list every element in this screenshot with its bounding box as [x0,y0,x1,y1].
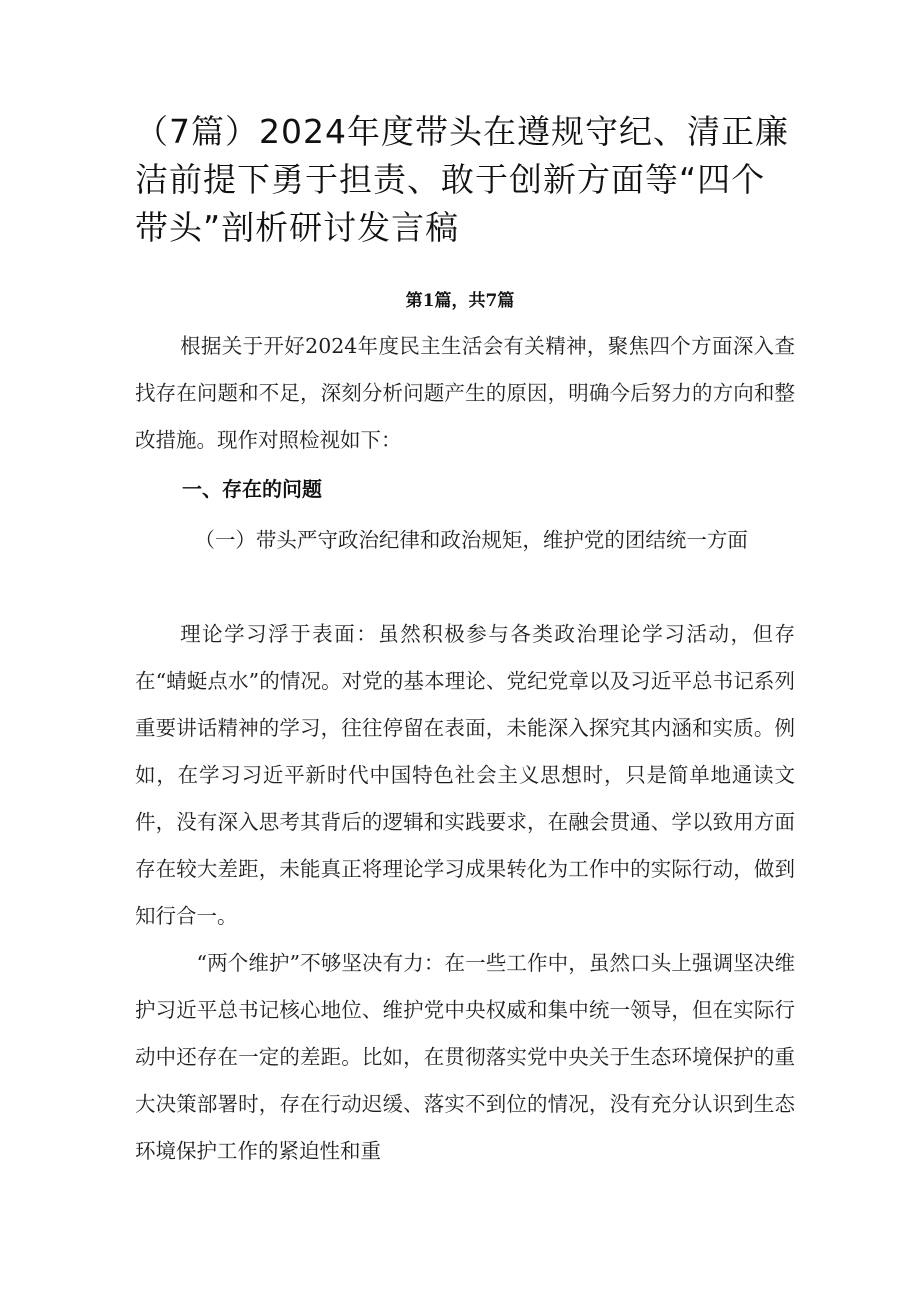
body-paragraph-1: 理论学习浮于表面：虽然积极参与各类政治理论学习活动，但存在“蜻蜓点水”的情况。对党的基本理论、党纪党章以及习近平总书记系列重要讲话精神的学习，往往停留在表面，未能深入探究其内涵和实质。例如，在学习习近平新时代中国特色社会主义思想时，只是简单地通读文件，没有深入思考其背后的逻辑和实践要求，在融会贯通、学以致用方面存在较大差距，未能真正将理论学习成果转化为工作中的实际行动，做到知行合一。 [135,622,795,928]
subsection-heading: （一）带头严守政治纪律和政治规矩，维护党的团结统一方面 [194,528,748,552]
section-heading: 一、存在的问题 [182,477,322,501]
body-paragraph-2: “两个维护”不够坚决有力：在一些工作中，虽然口头上强调坚决维护习近平总书记核心地位、维护党中央权威和集中统一领导，但在实际行动中还存在一定的差距。比如，在贯彻落实党中央关于生态环境保护的重大决策部署时，存在行动迟缓、落实不到位的情况，没有充分认识到生态环境保护工作的紧迫性和重 [135,951,795,1163]
intro-paragraph: 根据关于开好2024年度民主生活会有关精神，聚焦四个方面深入查找存在问题和不足，深刻分析问题产生的原因，明确今后努力的方向和整改措施。现作对照检视如下： [135,334,795,452]
document-subtitle: 第1篇，共7篇 [405,291,515,311]
document-title: （7篇）2024年度带头在遵规守纪、清正廉洁前提下勇于担责、敢于创新方面等“四个带头”剖析研讨发言稿 [135,112,789,247]
